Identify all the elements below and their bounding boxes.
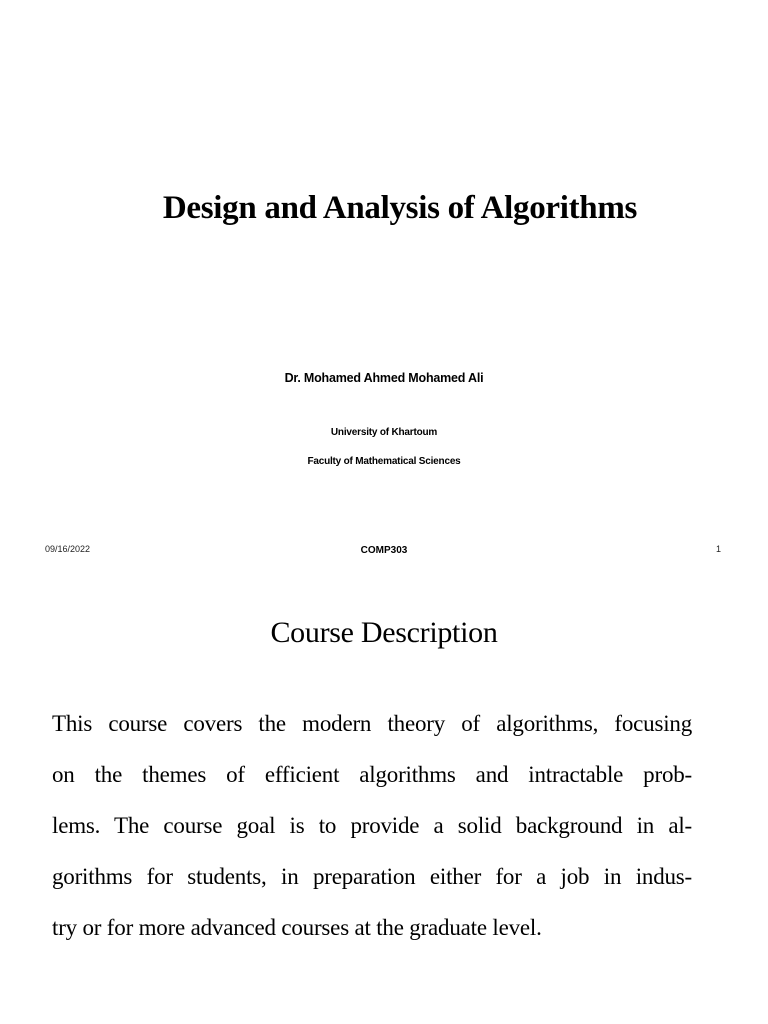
author-name: Dr. Mohamed Ahmed Mohamed Ali — [284, 371, 484, 385]
description-line: gorithms for students, in preparation either for a job in indus- — [52, 864, 692, 889]
footer-page-number: 1 — [716, 544, 722, 554]
description-line: This course covers the modern theory of algorithms, focusing — [52, 711, 692, 736]
footer-date: 09/16/2022 — [45, 544, 91, 554]
footer-course-code: COMP303 — [360, 545, 408, 556]
description-paragraph — [52, 698, 692, 953]
slide-title: Design and Analysis of Algorithms — [162, 190, 638, 226]
description-line: try or for more advanced courses at the graduate level. — [52, 915, 542, 940]
faculty-name: Faculty of Mathematical Sciences — [307, 456, 461, 467]
course-description-slide — [0, 576, 768, 1024]
slide-heading: Course Description — [270, 616, 498, 649]
description-line: lems. The course goal is to provide a solid background in al- — [52, 813, 692, 838]
description-line: on the themes of efficient algorithms and intractable prob- — [52, 762, 692, 787]
university-name: University of Khartoum — [330, 427, 438, 438]
